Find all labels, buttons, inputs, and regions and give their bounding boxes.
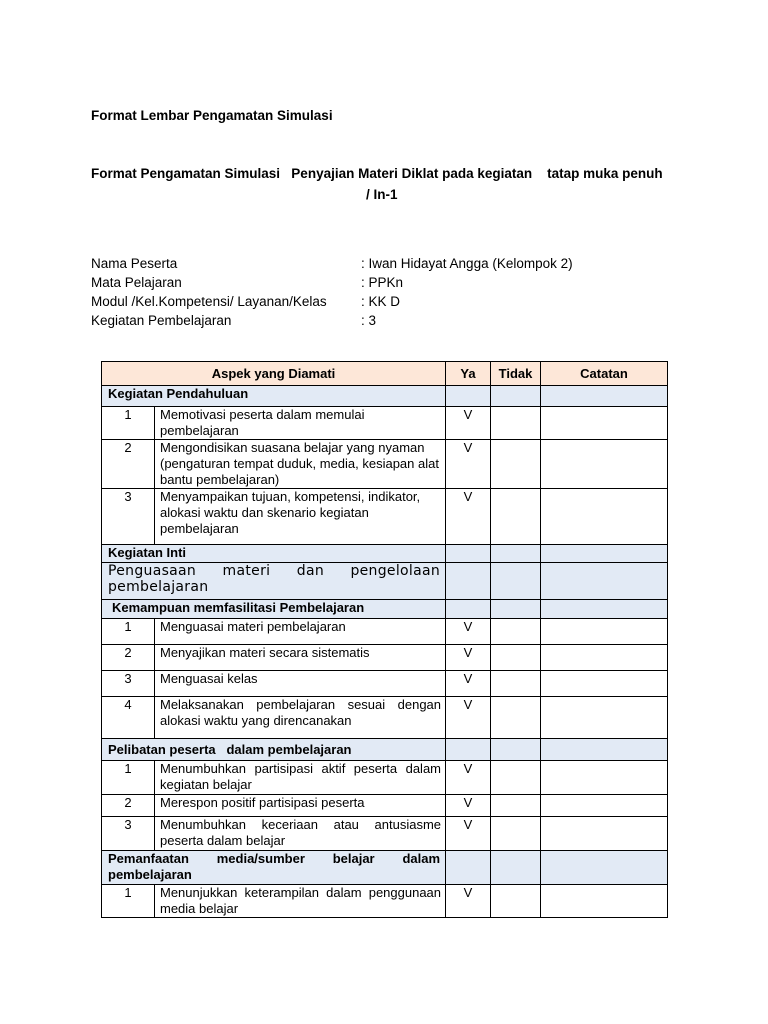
table-row	[102, 697, 668, 739]
info-value: : PPKn	[361, 275, 404, 290]
row-catatan-cell	[541, 761, 668, 795]
row-number: 2	[102, 645, 155, 671]
row-catatan-cell	[541, 697, 668, 739]
table-row	[102, 671, 668, 697]
row-ya-mark: V	[446, 407, 491, 440]
row-tidak-cell	[491, 761, 541, 795]
row-catatan-cell	[541, 795, 668, 817]
row-tidak-cell	[491, 671, 541, 697]
table-row	[102, 440, 668, 489]
row-catatan-cell	[541, 440, 668, 489]
row-tidak-cell	[491, 489, 541, 545]
section-label: Pelibatan peserta dalam pembelajaran	[102, 739, 446, 761]
info-value: : KK D	[361, 294, 401, 309]
table-header-row	[102, 362, 668, 386]
info-label: Kegiatan Pembelajaran	[91, 313, 232, 328]
row-ya-mark: V	[446, 671, 491, 697]
row-text: Mengondisikan suasana belajar yang nyaman (pengaturan tempat duduk, media, kesiapan alat bantu pembelajaran)	[155, 440, 446, 489]
info-value: : Iwan Hidayat Angga (Kelompok 2)	[361, 256, 573, 271]
row-catatan-cell	[541, 645, 668, 671]
section-row-pendahuluan	[102, 386, 668, 407]
row-text: Menguasai kelas	[155, 671, 446, 697]
row-number: 2	[102, 795, 155, 817]
row-ya-mark: V	[446, 761, 491, 795]
section-label: Penguasaan materi dan pengelolaan pembelajaran	[102, 563, 446, 600]
row-tidak-cell	[491, 440, 541, 489]
row-number: 1	[102, 407, 155, 440]
section-row-pelibatan	[102, 739, 668, 761]
row-catatan-cell	[541, 489, 668, 545]
header-ya: Ya	[446, 362, 491, 386]
table-row	[102, 489, 668, 545]
section-label: Kegiatan Inti	[102, 545, 446, 563]
row-ya-mark: V	[446, 817, 491, 851]
row-tidak-cell	[491, 407, 541, 440]
header-aspek: Aspek yang Diamati	[102, 362, 446, 386]
row-number: 1	[102, 885, 155, 918]
row-text: Menyajikan materi secara sistematis	[155, 645, 446, 671]
row-text: Merespon positif partisipasi peserta	[155, 795, 446, 817]
header-tidak: Tidak	[491, 362, 541, 386]
row-ya-mark: V	[446, 697, 491, 739]
section-row-penguasaan	[102, 563, 668, 600]
section-row-kemampuan	[102, 600, 668, 619]
row-catatan-cell	[541, 407, 668, 440]
section-label	[102, 851, 446, 885]
row-catatan-cell	[541, 619, 668, 645]
form-title-line-1: Format Pengamatan Simulasi Penyajian Materi Diklat pada kegiatan tatap muka penuh	[91, 166, 663, 181]
row-text: Menumbuhkan keceriaan atau antusiasme peserta dalam belajar	[155, 817, 446, 851]
info-label: Nama Peserta	[91, 256, 178, 271]
row-catatan-cell	[541, 671, 668, 697]
row-text: Menumbuhkan partisipasi aktif peserta dalam kegiatan belajar	[155, 761, 446, 795]
row-tidak-cell	[491, 817, 541, 851]
row-catatan-cell	[541, 885, 668, 918]
observation-table	[101, 361, 668, 918]
row-tidak-cell	[491, 645, 541, 671]
row-text: Melaksanakan pembelajaran sesuai dengan alokasi waktu yang direncanakan	[155, 697, 446, 739]
row-number: 3	[102, 489, 155, 545]
section-label-line-2: pembelajaran	[108, 867, 192, 882]
header-catatan: Catatan	[541, 362, 668, 386]
info-label: Modul /Kel.Kompetensi/ Layanan/Kelas	[91, 294, 327, 309]
row-ya-mark: V	[446, 489, 491, 545]
row-text: Memotivasi peserta dalam memulai pembelajaran	[155, 407, 446, 440]
row-ya-mark: V	[446, 440, 491, 489]
row-tidak-cell	[491, 697, 541, 739]
row-text: Menyampaikan tujuan, kompetensi, indikator, alokasi waktu dan skenario kegiatan pembelajaran	[155, 489, 446, 545]
row-number: 4	[102, 697, 155, 739]
section-label: Kemampuan memfasilitasi Pembelajaran	[102, 600, 446, 619]
table-row	[102, 885, 668, 918]
row-tidak-cell	[491, 885, 541, 918]
table-row	[102, 619, 668, 645]
row-tidak-cell	[491, 619, 541, 645]
row-ya-mark: V	[446, 885, 491, 918]
table-row	[102, 645, 668, 671]
row-ya-mark: V	[446, 795, 491, 817]
document-heading: Format Lembar Pengamatan Simulasi	[91, 108, 333, 123]
section-label-line-1: Pemanfaatan media/sumber belajar dalam	[108, 851, 441, 866]
table-row	[102, 761, 668, 795]
form-title-line-2: / In-1	[366, 187, 398, 202]
section-row-pemanfaatan	[102, 851, 668, 885]
row-ya-mark: V	[446, 645, 491, 671]
row-text: Menunjukkan keterampilan dalam penggunaan media belajar	[155, 885, 446, 918]
section-label: Kegiatan Pendahuluan	[102, 386, 446, 407]
info-label: Mata Pelajaran	[91, 275, 182, 290]
info-value: : 3	[361, 313, 377, 328]
table-row	[102, 817, 668, 851]
row-number: 1	[102, 761, 155, 795]
row-number: 1	[102, 619, 155, 645]
row-ya-mark: V	[446, 619, 491, 645]
row-tidak-cell	[491, 795, 541, 817]
row-number: 2	[102, 440, 155, 489]
row-number: 3	[102, 671, 155, 697]
row-number: 3	[102, 817, 155, 851]
table-row	[102, 795, 668, 817]
row-text: Menguasai materi pembelajaran	[155, 619, 446, 645]
row-catatan-cell	[541, 817, 668, 851]
section-row-inti	[102, 545, 668, 563]
table-row	[102, 407, 668, 440]
